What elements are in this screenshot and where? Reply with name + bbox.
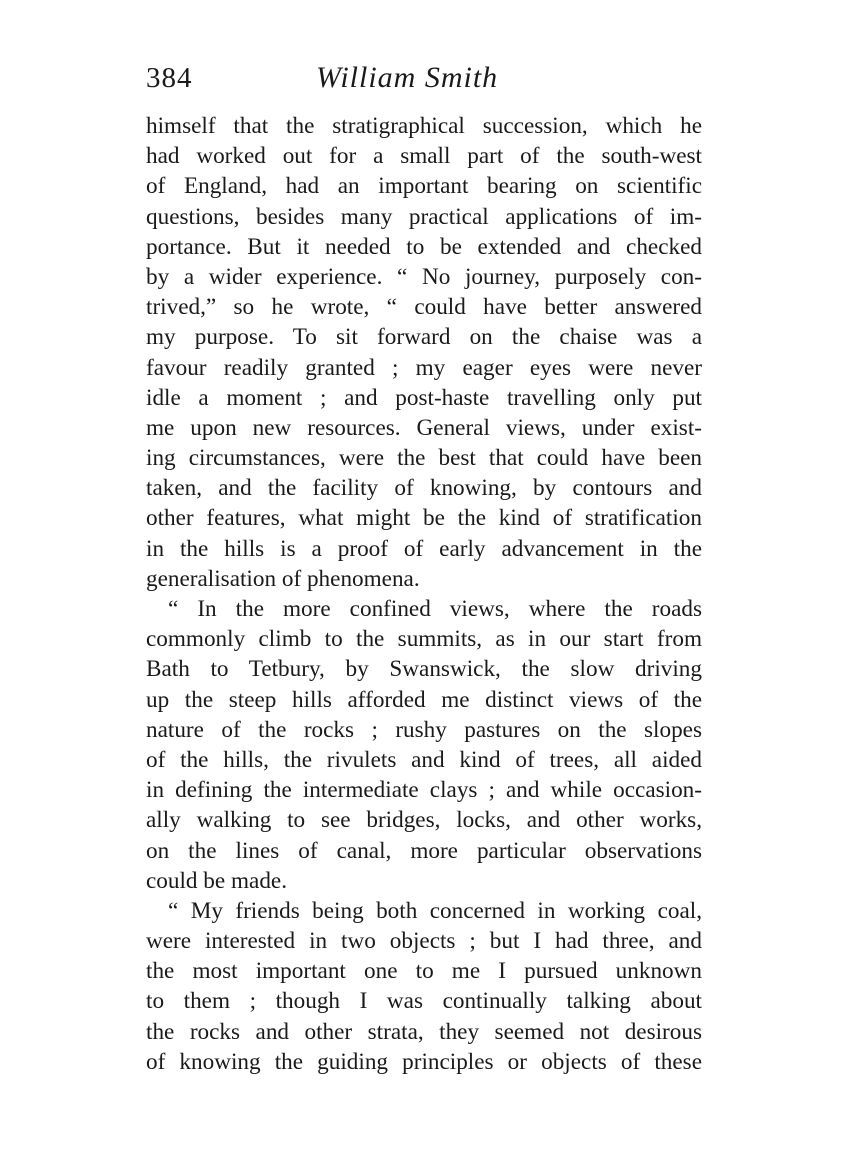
- text-line: himself that the stratigraphical succession, which he: [146, 113, 702, 139]
- running-title: William Smith: [316, 61, 499, 94]
- text-line: generalisation of phenomena.: [146, 565, 420, 592]
- text-line: the rocks and other strata, they seemed not desirous: [146, 1018, 702, 1045]
- text-line: in defining the intermediate clays ; and while occasion-: [146, 777, 702, 804]
- text-line: ally walking to see bridges, locks, and other works,: [146, 807, 702, 834]
- text-line: of the hills, the rivulets and kind of trees, all aided: [146, 746, 702, 773]
- text-line: ing circumstances, were the best that could have been: [146, 445, 702, 472]
- paragraph: [146, 896, 702, 1077]
- text-line: on the lines of canal, more particular observations: [146, 837, 702, 864]
- text-line: the most important one to me I pursued unknown: [146, 958, 702, 985]
- text-line: in the hills is a proof of early advancement in the: [146, 535, 702, 562]
- text-line: Bath to Tetbury, by Swanswick, the slow driving: [146, 656, 702, 683]
- text-line: of knowing the guiding principles or objects of these: [146, 1048, 702, 1075]
- text-line: were interested in two objects ; but I had three, and: [146, 928, 702, 955]
- paragraph: [146, 111, 702, 594]
- text-line: had worked out for a small part of the south-west: [146, 143, 702, 170]
- text-line: idle a moment ; and post-haste travelling only put: [146, 384, 702, 411]
- text-line: up the steep hills afforded me distinct views of the: [146, 686, 702, 713]
- running-head: [146, 58, 702, 98]
- text-line: questions, besides many practical applications of im-: [146, 203, 702, 230]
- text-line: me upon new resources. General views, under exist-: [146, 414, 702, 441]
- text-line: could be made.: [146, 867, 288, 894]
- body-text: [146, 111, 702, 1077]
- page-number: 384: [146, 62, 193, 94]
- paragraph: [146, 594, 702, 896]
- text-line: “ In the more confined views, where the roads: [168, 596, 702, 622]
- text-line: nature of the rocks ; rushy pastures on the slopes: [146, 716, 702, 743]
- text-line: taken, and the facility of knowing, by contours and: [146, 475, 702, 502]
- text-line: my purpose. To sit forward on the chaise was a: [146, 324, 702, 351]
- text-line: “ My friends being both concerned in working coal,: [168, 897, 702, 924]
- text-line: commonly climb to the summits, as in our start from: [146, 626, 702, 653]
- text-line: favour readily granted ; my eager eyes were never: [146, 354, 702, 381]
- text-line: to them ; though I was continually talking about: [146, 988, 702, 1015]
- text-line: portance. But it needed to be extended and checked: [146, 233, 702, 260]
- text-line: trived,” so he wrote, “ could have better answered: [146, 294, 702, 321]
- text-line: of England, had an important bearing on scientific: [146, 173, 702, 200]
- text-line: other features, what might be the kind of stratification: [146, 505, 702, 532]
- text-line: by a wider experience. “ No journey, purposely con-: [146, 263, 702, 290]
